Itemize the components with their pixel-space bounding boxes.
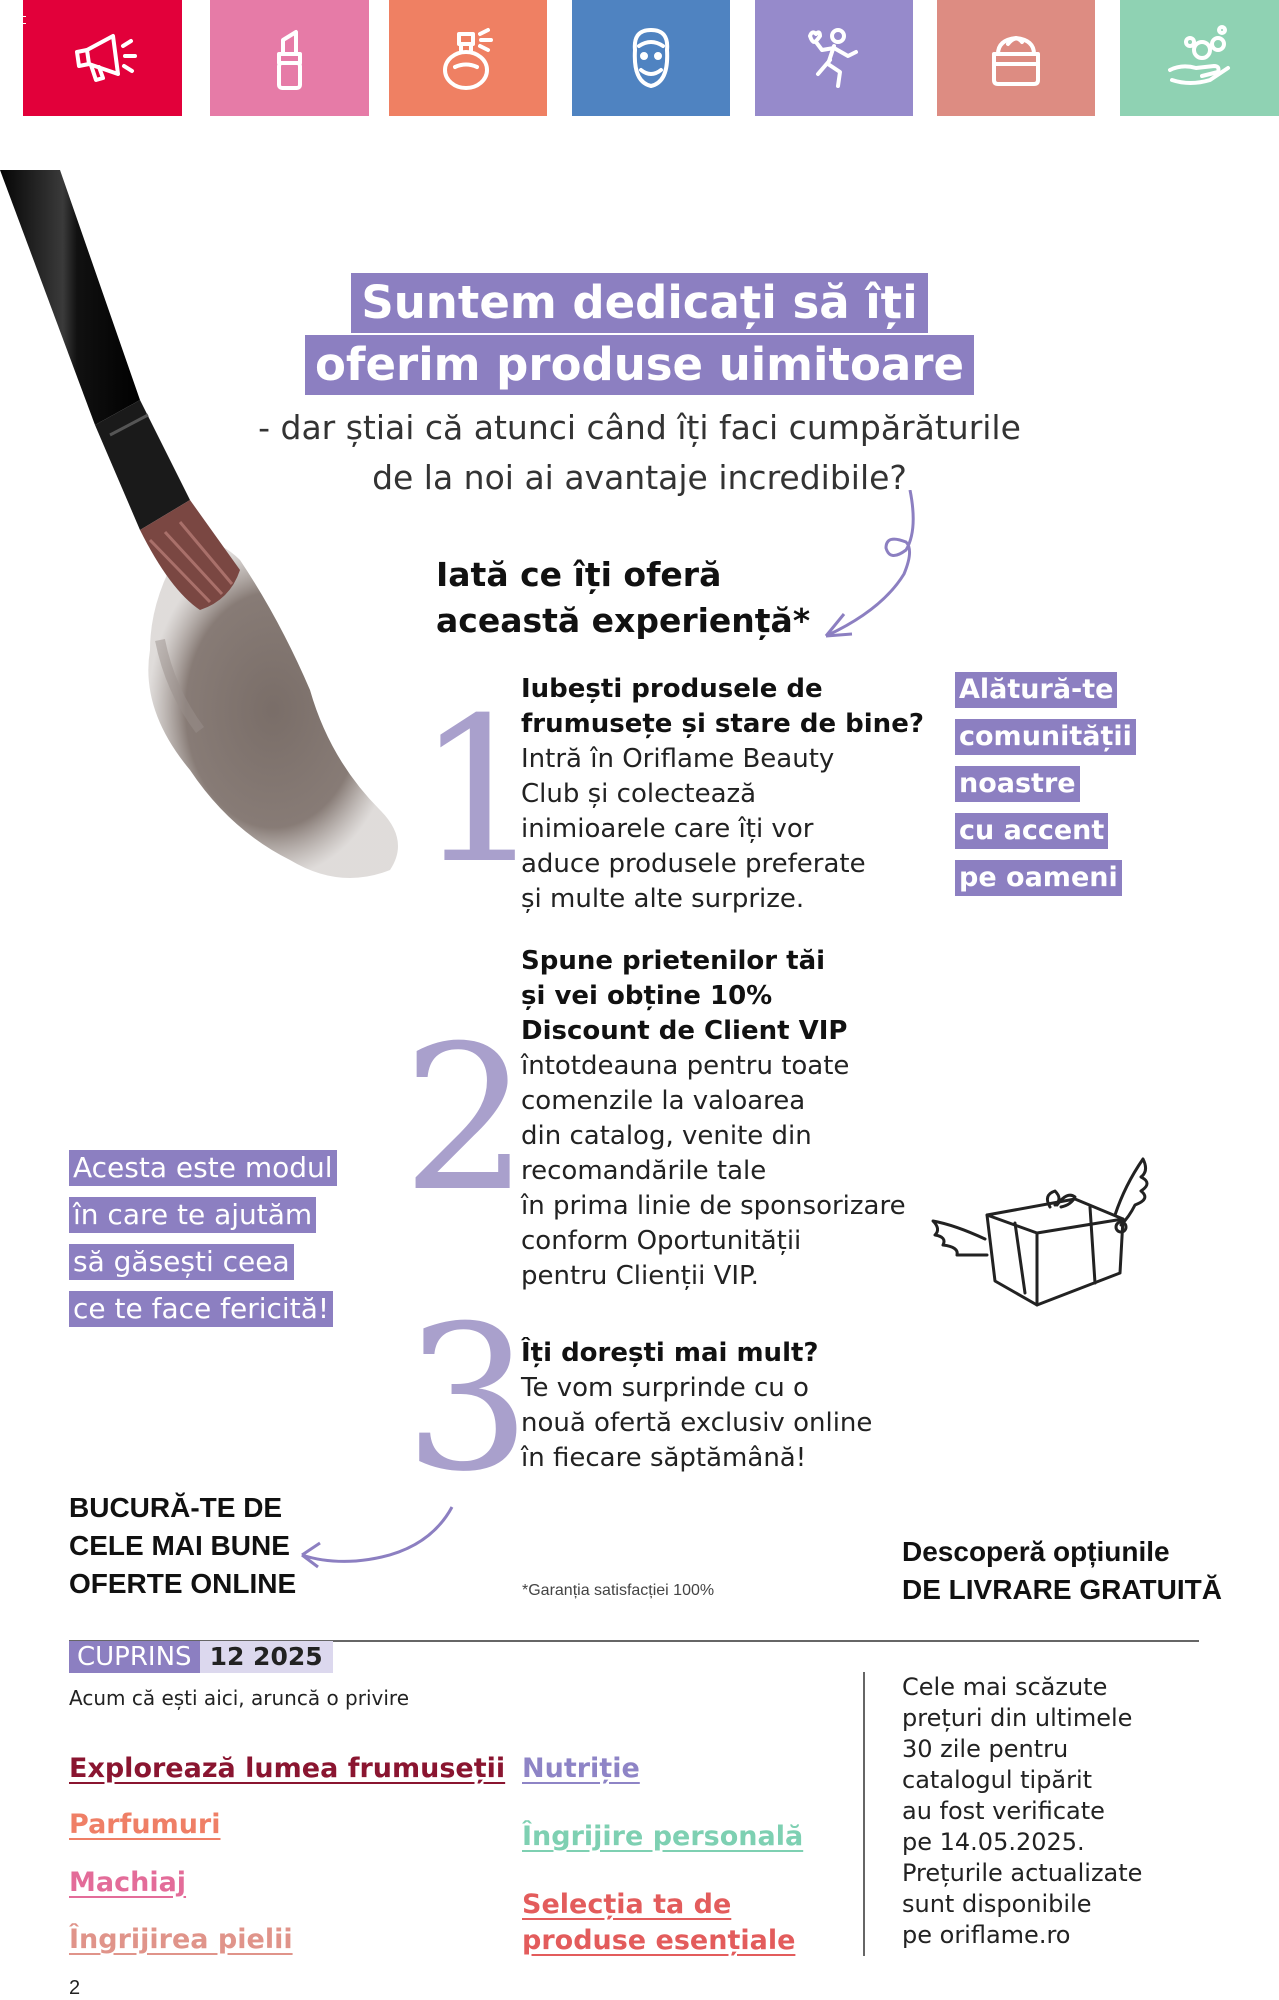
text-line: pe oriflame.ro (902, 1921, 1071, 1949)
toc-intro: Acum că ești aici, aruncă o privire (69, 1686, 409, 1710)
number-1: 1 (416, 675, 544, 908)
text-line: sunt disponibile (902, 1890, 1092, 1918)
toc-link-personal-care[interactable] (522, 1819, 803, 1855)
benefit-1 (521, 672, 924, 917)
toc-issue: 12 2025 (200, 1641, 333, 1673)
toc-link-essentials[interactable] (522, 1887, 795, 1959)
benefit-title-line: și vei obține 10% (521, 981, 773, 1011)
toc-badge (69, 1641, 333, 1673)
running-person-icon (796, 20, 872, 96)
highlight-line: Alătură-te (955, 672, 1117, 708)
toc-label: CUPRINS (69, 1641, 200, 1673)
benefit-text-line: Intră în Oriflame Beauty (521, 744, 835, 774)
cta-best-offers (69, 1489, 296, 1603)
toc-vertical-divider (863, 1672, 865, 1956)
highlight-line: comunității (955, 719, 1136, 755)
lipstick-icon (252, 20, 328, 96)
benefit-text-line: aduce produsele preferate (521, 849, 866, 879)
benefit-title-line: Iubești produsele de (521, 674, 823, 704)
number-2: 2 (402, 1003, 530, 1236)
toc-link-label: Selecția ta de (522, 1889, 732, 1920)
benefit-text-line: nouă ofertă exclusiv online (521, 1408, 873, 1438)
number-3: 3 (404, 1283, 532, 1516)
headline-line-2: oferim produse uimitoare (0, 335, 1279, 395)
category-tiles (0, 0, 1279, 116)
benefit-title-line: Spune prietenilor tăi (521, 946, 826, 976)
subheadline-line-2: de la noi ai avantaje incredibile? (372, 458, 907, 497)
tile-men[interactable] (572, 0, 730, 116)
curved-arrow-down-icon (810, 490, 920, 640)
toc-link-label: Nutriție (522, 1753, 640, 1784)
benefit-text-line: Club și colectează (521, 779, 757, 809)
tile-fragrance[interactable] (389, 0, 547, 116)
benefit-3 (521, 1336, 872, 1476)
highlight-line: ce te face fericită! (69, 1291, 333, 1327)
tile-skincare[interactable] (937, 0, 1095, 116)
hand-bubbles-icon (1162, 20, 1238, 96)
headline-line-1: Suntem dedicați să îți (0, 273, 1279, 333)
highlight-line: pe oameni (955, 860, 1122, 896)
benefit-text-line: recomandările tale (521, 1156, 767, 1186)
man-face-icon (613, 20, 689, 96)
text-line: Cele mai scăzute (902, 1673, 1108, 1701)
text-line: Descoperă opțiunile (902, 1536, 1170, 1567)
toc-link-skincare[interactable] (69, 1922, 293, 1958)
benefit-title-line: Îți dorești mai mult? (521, 1338, 819, 1368)
toc-link-label: Machiaj (69, 1867, 187, 1898)
toc-link-label: Îngrijirea pielii (69, 1924, 293, 1955)
toc-link-label: Explorează lumea frumuseții (69, 1753, 506, 1784)
price-verification-note (902, 1672, 1142, 1951)
highlight-line: să găsești ceea (69, 1244, 294, 1280)
benefit-text-line: comenzile la valoarea (521, 1086, 806, 1116)
toc-link-explore[interactable] (69, 1751, 505, 1787)
highlight-line: cu accent (955, 813, 1108, 849)
lead-heading: Iată ce îți oferă această experiență* (436, 555, 811, 640)
highlight-line: Acesta este modul (69, 1150, 337, 1186)
text-line: CELE MAI BUNE (69, 1530, 290, 1561)
page-number: 2 (69, 1977, 81, 1999)
benefit-text-line: din catalog, venite din (521, 1121, 812, 1151)
benefit-title-line: Discount de Client VIP (521, 1016, 848, 1046)
benefit-text-line: pentru Clienții VIP. (521, 1261, 759, 1291)
benefit-text-line: în prima linie de sponsorizare (521, 1191, 906, 1221)
benefit-text-line: în fiecare săptămână! (521, 1443, 807, 1473)
toc-link-makeup[interactable] (69, 1865, 186, 1901)
satisfaction-footnote: *Garanția satisfacției 100% (522, 1582, 715, 1599)
tile-announcement[interactable] (23, 0, 182, 116)
text-line: prețuri din ultimele (902, 1704, 1133, 1732)
text-line: DE LIVRARE GRATUITĂ (902, 1574, 1222, 1605)
subheadline-line-1: - dar știai că atunci când îți faci cumpărăturile (258, 408, 1021, 447)
benefit-2 (521, 944, 906, 1294)
toc-link-nutrition[interactable] (522, 1751, 640, 1787)
benefit-title-line: frumusețe și stare de bine? (521, 709, 924, 739)
curved-arrow-left-icon (296, 1505, 456, 1570)
benefit-text-line: conform Oportunității (521, 1226, 802, 1256)
happiness-highlight (69, 1150, 337, 1327)
cream-jar-icon (978, 20, 1054, 96)
text-line: 30 zile pentru (902, 1735, 1069, 1763)
toc-link-fragrances[interactable] (69, 1807, 221, 1843)
benefit-text-line: întotdeauna pentru toate (521, 1051, 850, 1081)
community-highlight (955, 672, 1136, 896)
winged-gift-icon (925, 1155, 1155, 1310)
benefit-text-line: inimioarele care îți vor (521, 814, 814, 844)
text-line: OFERTE ONLINE (69, 1568, 297, 1599)
toc-link-label: Parfumuri (69, 1809, 221, 1840)
highlight-line: noastre (955, 766, 1080, 802)
benefit-text-line: și multe alte surprize. (521, 884, 805, 914)
tile-personal-care[interactable] (1120, 0, 1279, 116)
cta-free-delivery (902, 1533, 1222, 1609)
menu-mark-icon (18, 16, 26, 24)
benefit-text-line: Te vom surprinde cu o (521, 1373, 809, 1403)
perfume-icon (430, 20, 506, 96)
tile-makeup[interactable] (210, 0, 369, 116)
tile-wellness[interactable] (755, 0, 913, 116)
highlight-line: în care te ajutăm (69, 1197, 316, 1233)
text-line: catalogul tipărit (902, 1766, 1093, 1794)
text-line: pe 14.05.2025. (902, 1828, 1085, 1856)
text-line: BUCURĂ-TE DE (69, 1492, 283, 1523)
toc-link-label: produse esențiale (522, 1925, 796, 1956)
megaphone-icon (65, 20, 141, 96)
toc-link-label: Îngrijire personală (522, 1821, 804, 1852)
text-line: Prețurile actualizate (902, 1859, 1143, 1887)
text-line: au fost verificate (902, 1797, 1105, 1825)
